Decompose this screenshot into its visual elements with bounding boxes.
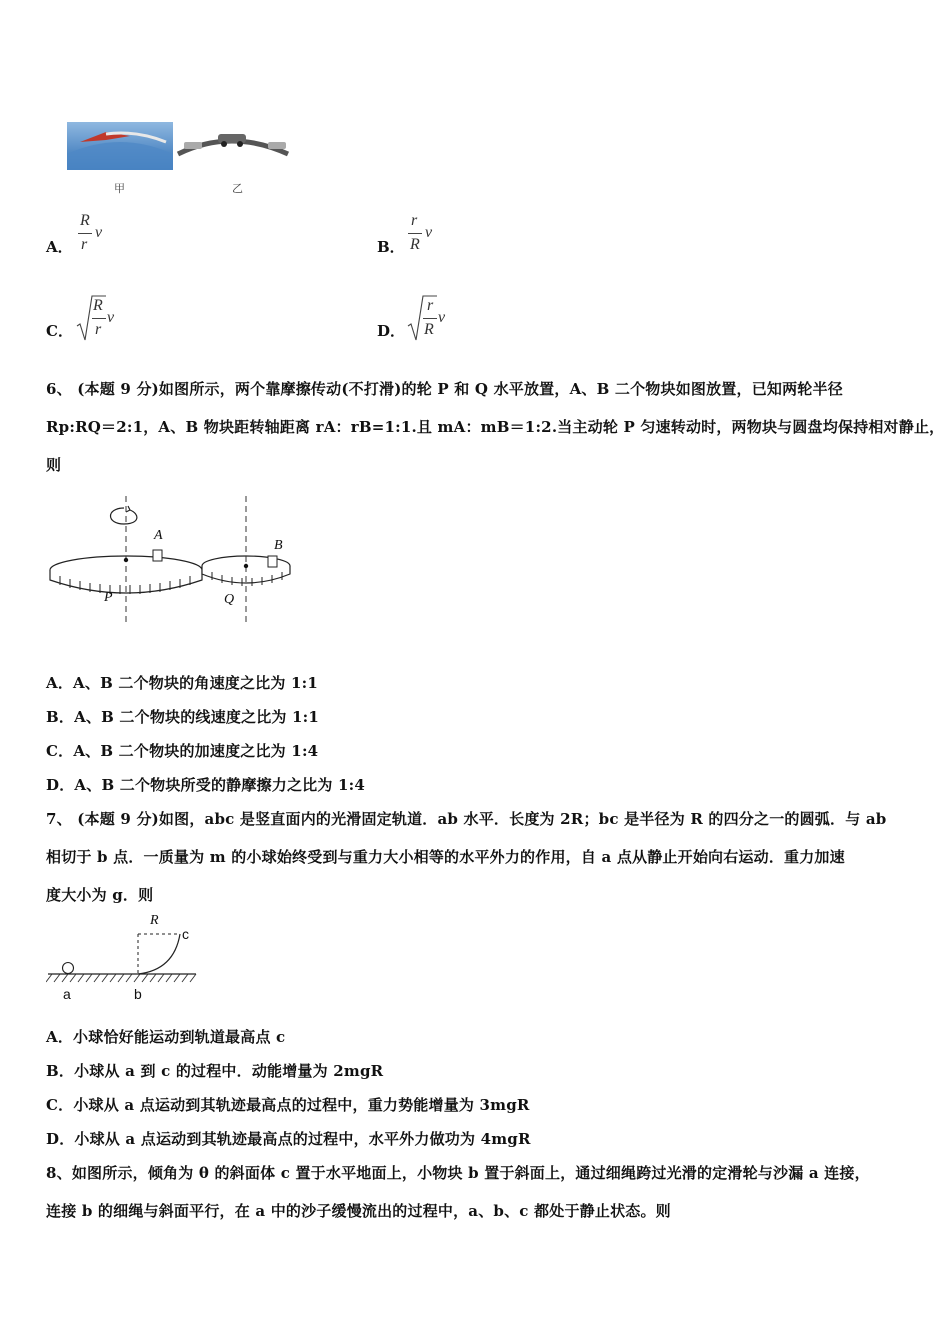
q7-option-d: D．小球从 a 点运动到其轨迹最高点的过程中，水平外力做功为 4mgR <box>46 1130 531 1148</box>
q5-option-c-formula: R r v <box>76 294 120 342</box>
block-b <box>268 556 277 567</box>
globe-car-diagram <box>66 120 296 200</box>
q5-option-b: B． <box>377 238 405 256</box>
label-r: R <box>150 913 159 928</box>
top-figure <box>66 120 296 200</box>
q5-option-b-formula: r R v <box>410 212 433 253</box>
q7-stem-line3: 度大小为 g．则 <box>46 886 154 904</box>
q6-option-d: D．A、B 二个物块所受的静摩擦力之比为 1:4 <box>46 776 365 794</box>
block-a <box>153 550 162 561</box>
q7-option-c: C．小球从 a 点运动到其轨迹最高点的过程中，重力势能增量为 3mgR <box>46 1096 530 1114</box>
q6-stem-line3: 则 <box>46 456 62 474</box>
q5-option-a: A． <box>46 238 73 256</box>
ball <box>63 963 74 974</box>
label-b: B <box>274 538 283 553</box>
track-diagram <box>46 912 216 1004</box>
q7-option-b: B．小球从 a 到 c 的过程中．动能增量为 2mgR <box>46 1062 384 1080</box>
q5-option-c: C． <box>46 322 73 340</box>
q6-figure <box>44 494 304 624</box>
label-q: Q <box>224 592 235 607</box>
q7-stem-line1: 7、 (本题 9 分)如图，abc 是竖直面内的光滑固定轨道．ab 水平．长度为 2R；bc 是半径为 R 的四分之一的圆弧．与 ab <box>46 810 887 828</box>
q5-option-d-formula: r R v <box>407 294 451 342</box>
q5-option-d: D． <box>377 322 406 340</box>
q6-stem-line1: 6、 (本题 9 分)如图所示，两个靠摩擦传动(不打滑)的轮 P 和 Q 水平放置，A、B 二个物块如图放置，已知两轮半径 <box>46 380 843 398</box>
q7-option-a: A．小球恰好能运动到轨道最高点 c <box>46 1028 286 1046</box>
label-b: b <box>134 986 142 1002</box>
q8-stem-line2: 连接 b 的细绳与斜面平行，在 a 中的沙子缓慢流出的过程中，a、b、c 都处于静止状态。则 <box>46 1202 671 1220</box>
caption-left: 甲 <box>114 182 125 195</box>
q5-option-a-formula: R r v <box>80 212 103 253</box>
label-a: a <box>63 986 71 1002</box>
friction-wheels-diagram <box>44 494 304 624</box>
label-a: A <box>154 528 163 543</box>
quarter-arc <box>138 934 180 974</box>
q7-figure <box>46 912 216 1004</box>
q6-option-a: A．A、B 二个物块的角速度之比为 1:1 <box>46 674 319 692</box>
q8-stem-line1: 8、如图所示，倾角为 θ 的斜面体 c 置于水平地面上，小物块 b 置于斜面上，通过细绳跨过光滑的定滑轮与沙漏 a 连接， <box>46 1164 870 1182</box>
label-p: P <box>104 590 113 605</box>
q6-stem-line2: Rp:RQ＝2:1，A、B 物块距转轴距离 rA：rB=1:1.且 mA：mB＝1:2.当主动轮 P 匀速转动时，两物块与圆盘均保持相对静止， <box>46 418 945 436</box>
q7-stem-line2: 相切于 b 点．一质量为 m 的小球始终受到与重力大小相等的水平外力的作用，自 a 点从静止开始向右运动．重力加速 <box>46 848 845 866</box>
rotation-arrow-icon <box>111 508 137 524</box>
q6-option-b: B．A、B 二个物块的线速度之比为 1:1 <box>46 708 320 726</box>
label-c: c <box>182 926 189 942</box>
caption-right: 乙 <box>232 182 243 195</box>
q6-option-c: C．A、B 二个物块的加速度之比为 1:4 <box>46 742 319 760</box>
